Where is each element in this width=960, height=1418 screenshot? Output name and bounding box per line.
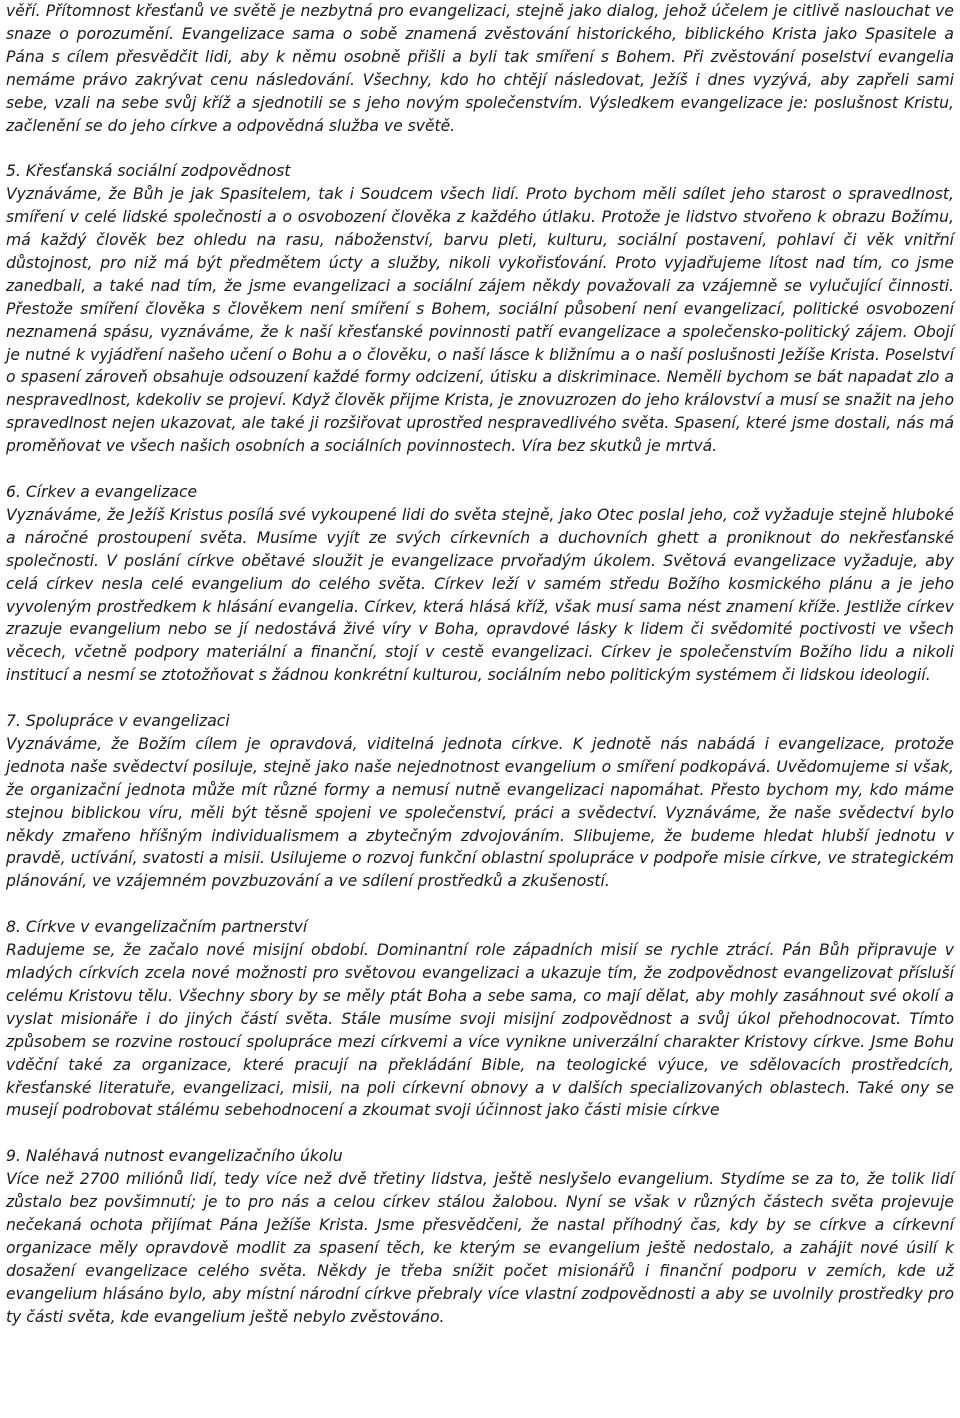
section-heading — [6, 160, 954, 183]
section-heading — [6, 710, 954, 733]
section-title: Spolupráce v evangelizaci — [25, 712, 230, 731]
section-paragraph: Vyznáváme, že Božím cílem je opravdová, viditelná jednota církve. K jednotě nás nabádá i evangelizace, protože jednota naše svědectví posiluje, stejně jako naše nejednotnost evangelium o smíření podkopává. Uvědomujeme si však, že organizační jednota může mít různé formy a nemusí nutně evangelizaci napomáhat. Přesto bychom my, kdo máme stejnou biblickou víru, měli být těsně spojeni ve společenství, práci a svědectví. Vyznáváme, že naše svědectví bylo někdy zmařeno hříšným individualismem a zbytečným zdvojováním. Slibujeme, že budeme hledat hlubší jednotu v pravdě, uctívání, svatosti a misii. Usilujeme o rozvoj funkční oblastní spolupráce v podpoře misie církve, ve strategickém plánování, ve vzájemném povzbuzování a ve sdílení prostředků a zkušeností. — [6, 734, 954, 891]
section-title: Křesťanská sociální zodpovědnost — [25, 162, 291, 181]
section-title: Církev a evangelizace — [25, 483, 198, 501]
section-paragraph: Více než 2700 miliónů lidí, tedy více než dvě třetiny lidstva, ještě neslyšelo evangelium. Stydíme se za to, že tolik lidí zůstalo bez povšimnutí; je to pro nás a celou církev stálou žalobou. Nyní se však v různých částech světa projevuje nečekaná ochota přijímat Pána Ježíše Krista. Jsme přesvědčeni, že nastal příhodný čas, kdy by se církve a církevní organizace měly opravdově modlit za spasení těch, ke kterým se evangelium ještě nedostalo, a zahájit nové úsilí k dosažení evangelizace celého světa. Někdy je třeba snížit počet misionářů i finanční podporu v zemích, kde už evangelium hlásáno bylo, aby místní národní církve přebraly více vlastní zodpovědnosti a aby se uvolnily prostředky pro ty části světa, kde evangelium ještě nebylo zvěstováno. — [6, 1170, 954, 1326]
section-title: Církve v evangelizačním partnerství — [25, 918, 308, 937]
section-paragraph: Radujeme se, že začalo nové misijní období. Dominantní role západních misií se rychle ztrácí. Pán Bůh připravuje v mladých církvích zcela nové možnosti pro světovou evangelizaci a ukazuje tím, že zodpovědnost evangelizovat přísluší celému Kristovu tělu. Všechny sbory by se měly ptát Boha a sebe sama, co mají dělat, aby mohly zasáhnout své okolí a vyslat misionáře i do jiných částí světa. Stále musíme svoji misijní zodpovědnost a svůj úkol přehodnocovat. Tímto způsobem se rozvine rostoucí spolupráce mezi církvemi a více vynikne univerzální charakter Kristovy církve. Jsme Bohu vděční také za organizace, které pracují na překládání Bible, na teologické výuce, ve sdělovacích prostředcích, křesťanské literatuře, evangelizaci, misii, na poli církevní obnovy a v dalších specializovaných oblastech. Také ony se musejí podrobovat stálému sebehodnocení a zkoumat svoji účinnost jako části misie církve — [6, 941, 954, 1120]
section-paragraph: Vyznáváme, že Bůh je jak Spasitelem, tak i Soudcem všech lidí. Proto bychom měli sdílet jeho starost o spravedlnost, smíření v celé lidské společnosti a o osvobození člověka z každého útlaku. Protože je lidstvo stvořeno k obrazu Božímu, má každý člověk bez ohledu na rasu, náboženství, barvu pleti, kulturu, sociální postavení, pohlaví či věk vnitřní důstojnost, pro niž má být předmětem úcty a služby, nikoli vykořisťování. Proto vyjadřujeme lítost nad tím, co jsme zanedbali, a také nad tím, že jsme evangelizaci a sociální zájem někdy považovali za vzájemně se vylučující činnosti. Přestože smíření člověka s člověkem není smíření s Bohem, sociální působení není evangelizací, politické osvobození neznamená spásu, vyznáváme, že k naší křesťanské povinnosti patří evangelizace a společensko-politický zájem. Obojí je nutné k vyjádření našeho učení o Bohu a o člověku, o naší lásce k bližnímu a o naší poslušnosti Ježíše Krista. Poselství o spasení zároveň obsahuje odsouzení každé formy odcizení, útisku a diskriminace. Neměli bychom se bát napadat zlo a nespravedlnost, kdekoliv se projeví. Když člověk přijme Krista, je znovuzrozen do jeho království a musí se snažit na jeho spravedlnost nejen ukazovat, ale také ji rozšiřovat uprostřed nespravedlivého světa. Spasení, které jsme dostali, nás má proměňovat ve všech našich osobních a sociálních povinnostech. Víra bez skutků je mrtvá. — [6, 185, 954, 456]
section-title: Naléhavá nutnost evangelizačního úkolu — [25, 1147, 343, 1166]
intro-paragraph: věří. Přítomnost křesťanů ve světě je nezbytná pro evangelizaci, stejně jako dialog, jehož účelem je citlivě naslouchat ve snaze o porozumění. Evangelizace sama o sobě znamená zvěstování historického, biblického Krista jako Spasitele a Pána s cílem přesvědčit lidi, aby k němu osobně přišli a byli tak smíření s Bohem. Při zvěstování poselství evangelia nemáme právo zakrývat cenu následování. Všechny, kdo ho chtějí následovat, Ježíš i dnes vyzývá, aby zapřeli sami sebe, vzali na sebe svůj kříž a sjednotili se s jeho novým společenstvím. Výsledkem evangelizace je: poslušnost Kristu, začlenění se do jeho církve a odpovědná služba ve světě. — [6, 2, 954, 135]
section-9 — [6, 1145, 954, 1328]
section-5 — [6, 160, 954, 458]
section-8 — [6, 916, 954, 1122]
section-7 — [6, 710, 954, 893]
section-number: 5. — [6, 162, 21, 181]
section-paragraph: Vyznáváme, že Ježíš Kristus posílá své vykoupené lidi do světa stejně, jako Otec poslal jeho, což vyžaduje stejně hluboké a náročné prostoupení světa. Musíme vyjít ze svých církevních a duchovních ghett a proniknout do nekřesťanské společnosti. V poslání církve obětavé sloužit je evangelizace prvořadým úkolem. Světová evangelizace vyžaduje, aby celá církev nesla celé evangelium do celého světa. Církev leží v samém středu Božího kosmického plánu a je jeho vyvoleným prostředkem k hlásání evangelia. Církev, která hlásá kříž, však musí sama nést znamení kříže. Jestliže církev zrazuje evangelium nebo se jí nedostává živé víry v Boha, opravdové lásky k lidem či svědomité poctivosti ve všech věcech, včetně podpory materiální a finanční, stojí v cestě evangelizaci. Církev je společenstvím Božího lidu a nikoli institucí a nesmí se ztotožňovat s žádnou konkrétní kulturou, sociálním nebo politickým systémem či lidskou ideologií. — [6, 505, 954, 685]
section-6 — [6, 481, 954, 687]
section-heading — [6, 481, 954, 504]
section-number: 6. — [6, 483, 21, 501]
document-page — [6, 0, 954, 1328]
section-number: 8. — [6, 918, 21, 937]
section-heading — [6, 916, 954, 939]
section-number: 9. — [6, 1147, 21, 1166]
section-heading — [6, 1145, 954, 1168]
section-number: 7. — [6, 712, 21, 731]
